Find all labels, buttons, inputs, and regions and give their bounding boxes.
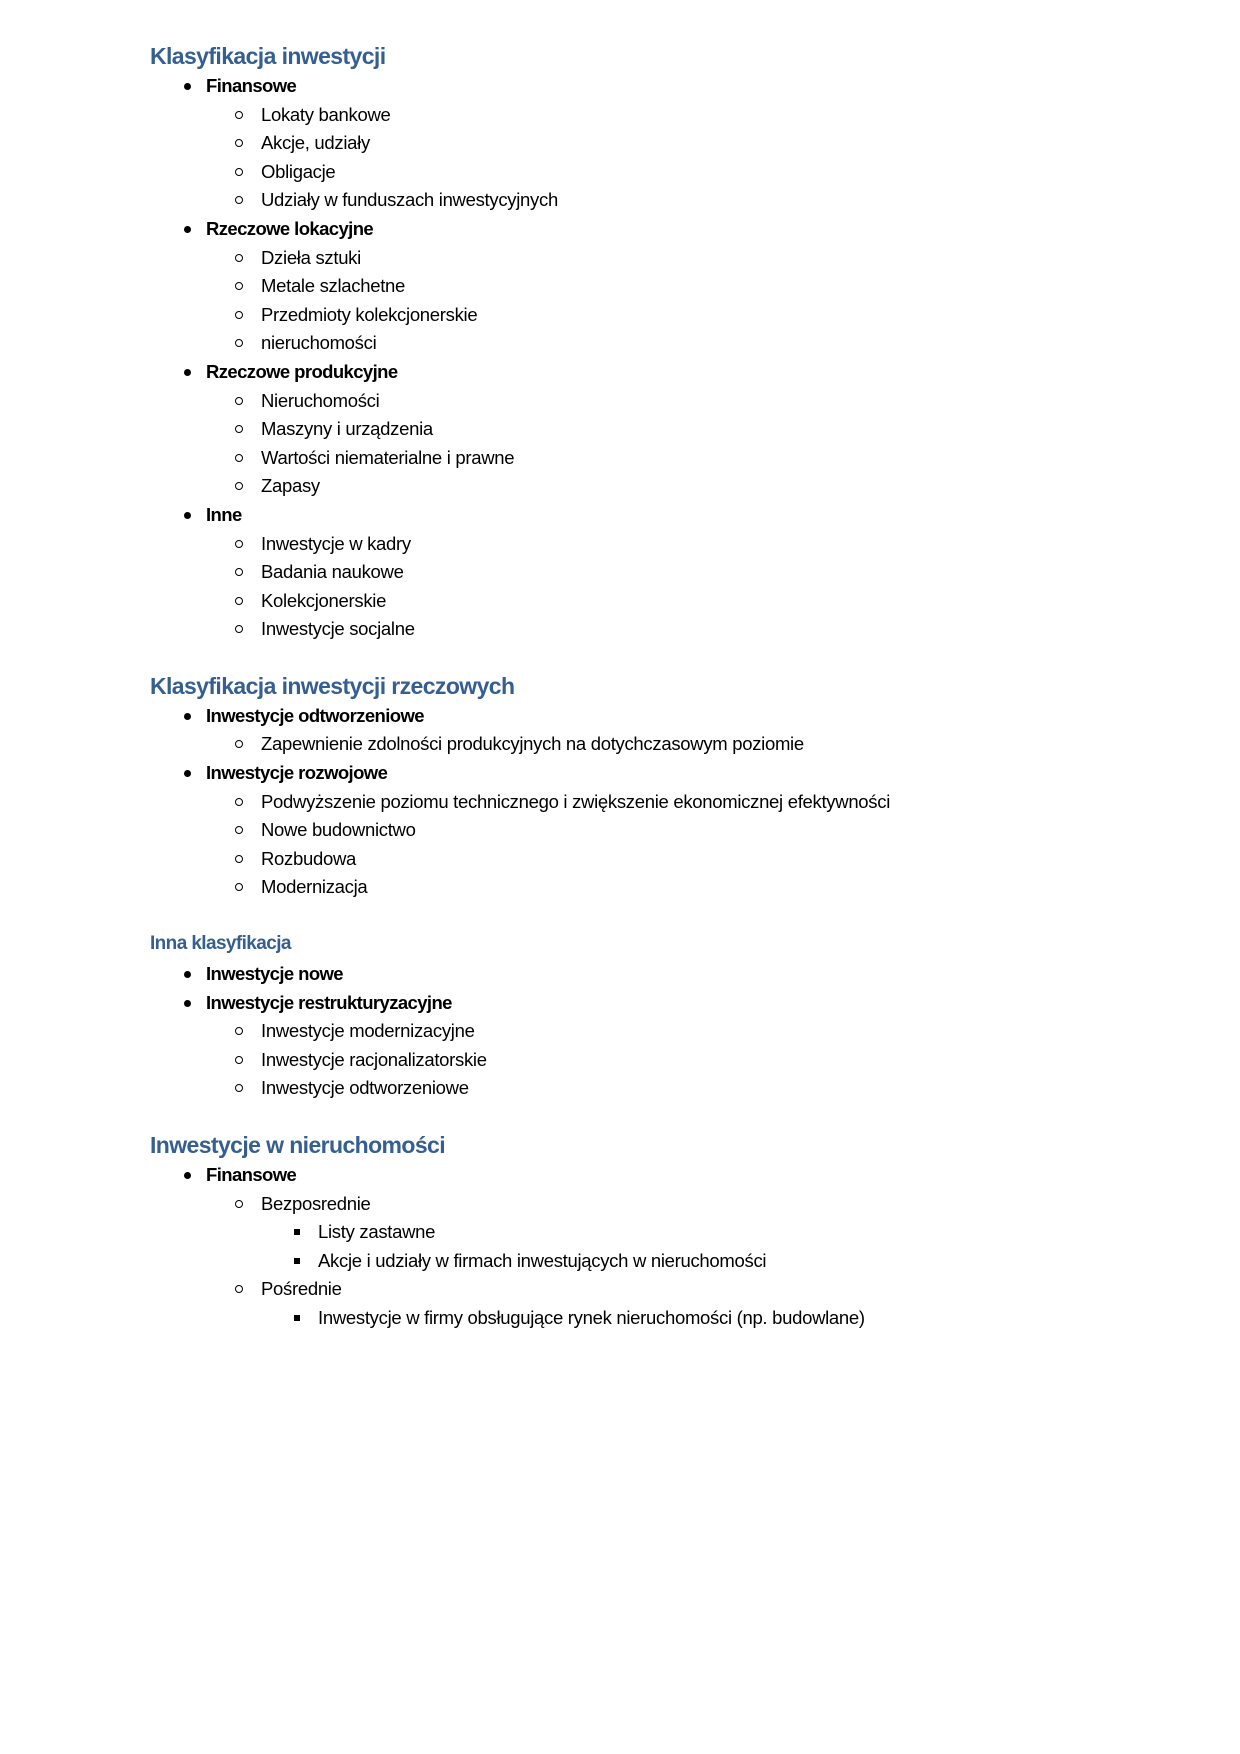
- bullet-circle-icon: [235, 540, 243, 548]
- list-item-text: Inwestycje modernizacyjne: [261, 1020, 475, 1042]
- list-item-text: Inwestycje restrukturyzacyjne: [206, 991, 452, 1013]
- list-item-level-2: [150, 158, 1150, 187]
- list-item-text: Przedmioty kolekcjonerskie: [261, 303, 478, 325]
- list-item-level-2: [150, 272, 1150, 301]
- bullet-circle-icon: [235, 883, 243, 891]
- list-item-text: Inwestycje odtworzeniowe: [206, 704, 424, 726]
- bullet-circle-icon: [235, 597, 243, 605]
- list-item-text: Kolekcjonerskie: [261, 589, 387, 611]
- list-item-level-2: [150, 472, 1150, 501]
- list-item-level-2: [150, 1275, 1150, 1304]
- bullet-circle-icon: [235, 568, 243, 576]
- list-item-text: Pośrednie: [261, 1278, 342, 1300]
- list-item-level-2: [150, 415, 1150, 444]
- list-item-level-2: [150, 615, 1150, 644]
- bullet-circle-icon: [235, 1056, 243, 1064]
- list-item-text: Inwestycje nowe: [206, 963, 343, 985]
- list-item-text: Rzeczowe lokacyjne: [206, 217, 374, 239]
- bullet-circle-icon: [235, 139, 243, 147]
- list-item-level-2: [150, 301, 1150, 330]
- list-item-level-2: [150, 587, 1150, 616]
- bullet-disc-icon: [184, 226, 191, 233]
- list-item-level-2: [150, 1017, 1150, 1046]
- list-item-level-1: [150, 72, 1150, 101]
- list-item-level-2: [150, 129, 1150, 158]
- list-item-text: nieruchomości: [261, 332, 377, 354]
- bullet-disc-icon: [184, 1000, 191, 1007]
- bullet-disc-icon: [184, 1172, 191, 1179]
- list-item-text: Akcje i udziały w firmach inwestujących w nieruchomości: [318, 1249, 767, 1271]
- list-item-text: Zapasy: [261, 475, 320, 497]
- list-item-level-2: [150, 186, 1150, 215]
- list-item-text: Zapewnienie zdolności produkcyjnych na dotychczasowym poziomie: [261, 733, 804, 755]
- bullet-circle-icon: [235, 625, 243, 633]
- bullet-square-icon: [294, 1258, 300, 1264]
- section-heading: Klasyfikacja inwestycji: [150, 43, 386, 69]
- list-item-text: Bezposrednie: [261, 1192, 371, 1214]
- list-item-text: Nieruchomości: [261, 389, 380, 411]
- list-item-text: Nowe budownictwo: [261, 819, 416, 841]
- list-item-level-2: [150, 329, 1150, 358]
- list-item-text: Badania naukowe: [261, 561, 404, 583]
- list-item-text: Obligacje: [261, 160, 336, 182]
- bullet-circle-icon: [235, 168, 243, 176]
- list-item-text: Inwestycje w kadry: [261, 532, 411, 554]
- list-item-text: Finansowe: [206, 1164, 297, 1185]
- list-item-level-1: [150, 215, 1150, 244]
- list-item-level-2: [150, 816, 1150, 845]
- list-item-level-2: [150, 1046, 1150, 1075]
- bullet-circle-icon: [235, 1084, 243, 1092]
- bullet-circle-icon: [235, 482, 243, 490]
- list-item-text: Inwestycje racjonalizatorskie: [261, 1048, 487, 1070]
- list-item-text: Podwyższenie poziomu technicznego i zwiększenie ekonomicznej efektywności: [261, 790, 891, 812]
- list-item-level-2: [150, 845, 1150, 874]
- list-item-level-1: [150, 702, 1150, 731]
- list-item-text: Inwestycje w firmy obsługujące rynek nieruchomości (np. budowlane): [318, 1306, 865, 1328]
- document-body: [150, 40, 1150, 1333]
- list-item-level-1: [150, 759, 1150, 788]
- bullet-circle-icon: [235, 798, 243, 806]
- list-item-level-1: [150, 989, 1150, 1018]
- list-item-level-2: [150, 873, 1150, 902]
- list-item-text: Lokaty bankowe: [261, 103, 391, 125]
- list-item-level-1: [150, 358, 1150, 387]
- bullet-disc-icon: [184, 713, 191, 720]
- list-item-text: Modernizacja: [261, 876, 368, 898]
- bullet-circle-icon: [235, 1027, 243, 1035]
- list-item-text: Listy zastawne: [318, 1221, 436, 1243]
- list-item-text: Inwestycje odtworzeniowe: [261, 1077, 469, 1099]
- list-item-text: Inne: [206, 503, 242, 525]
- section-heading: Klasyfikacja inwestycji rzeczowych: [150, 672, 515, 699]
- list-item-level-2: [150, 387, 1150, 416]
- list-item-text: Wartości niematerialne i prawne: [261, 446, 515, 468]
- bullet-circle-icon: [235, 339, 243, 347]
- bullet-circle-icon: [235, 855, 243, 863]
- list-item-level-2: [150, 101, 1150, 130]
- bullet-circle-icon: [235, 311, 243, 319]
- list-item-level-2: [150, 558, 1150, 587]
- list-item-level-2: [150, 1074, 1150, 1103]
- list-item-text: Rzeczowe produkcyjne: [206, 360, 398, 382]
- list-item-level-1: [150, 501, 1150, 530]
- bullet-circle-icon: [235, 1200, 243, 1208]
- list-item-text: Metale szlachetne: [261, 275, 406, 297]
- bullet-square-icon: [294, 1315, 300, 1321]
- bullet-circle-icon: [235, 254, 243, 262]
- list-item-level-3: [150, 1304, 1150, 1333]
- bullet-circle-icon: [235, 425, 243, 433]
- list-item-level-1: [150, 960, 1150, 989]
- bullet-disc-icon: [184, 770, 191, 777]
- list-item-text: Maszyny i urządzenia: [261, 418, 433, 440]
- bullet-circle-icon: [235, 196, 243, 204]
- bullet-disc-icon: [184, 369, 191, 376]
- bullet-circle-icon: [235, 111, 243, 119]
- list-item-text: Finansowe: [206, 75, 297, 96]
- list-item-level-3: [150, 1247, 1150, 1276]
- bullet-circle-icon: [235, 826, 243, 834]
- list-item-level-1: [150, 1161, 1150, 1190]
- list-item-text: Udziały w funduszach inwestycyjnych: [261, 189, 558, 211]
- bullet-disc-icon: [184, 512, 191, 519]
- list-item-text: Rozbudowa: [261, 847, 357, 869]
- bullet-disc-icon: [184, 83, 191, 90]
- list-item-text: Inwestycje rozwojowe: [206, 762, 388, 784]
- bullet-circle-icon: [235, 1285, 243, 1293]
- list-item-level-2: [150, 730, 1150, 759]
- bullet-circle-icon: [235, 397, 243, 405]
- list-item-level-2: [150, 244, 1150, 273]
- bullet-circle-icon: [235, 454, 243, 462]
- bullet-circle-icon: [235, 740, 243, 748]
- bullet-disc-icon: [184, 971, 191, 978]
- list-item-level-2: [150, 530, 1150, 559]
- list-item-level-2: [150, 1190, 1150, 1219]
- list-item-level-2: [150, 444, 1150, 473]
- list-item-text: Inwestycje socjalne: [261, 618, 415, 640]
- section-heading: Inna klasyfikacja: [150, 933, 291, 955]
- list-item-level-2: [150, 788, 1150, 817]
- bullet-circle-icon: [235, 282, 243, 290]
- section-heading: Inwestycje w nieruchomości: [150, 1132, 446, 1158]
- list-item-text: Akcje, udziały: [261, 132, 370, 154]
- list-item-text: Dzieła sztuki: [261, 246, 361, 268]
- list-item-level-3: [150, 1218, 1150, 1247]
- bullet-square-icon: [294, 1229, 300, 1235]
